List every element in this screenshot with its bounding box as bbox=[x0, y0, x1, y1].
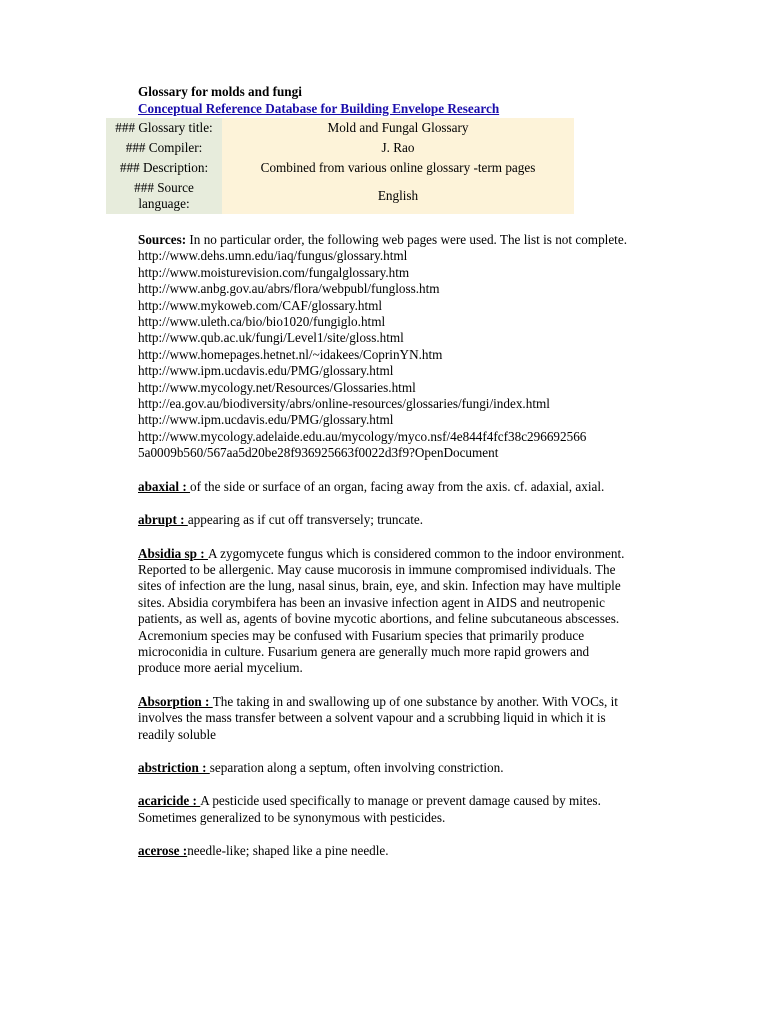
glossary-entry bbox=[138, 694, 628, 743]
meta-key: ### Source language: bbox=[106, 178, 222, 214]
glossary-entry bbox=[138, 479, 628, 495]
source-url: http://www.ipm.ucdavis.edu/PMG/glossary.html bbox=[138, 363, 394, 379]
entry-definition: of the side or surface of an organ, facing away from the axis. cf. adaxial, axial. bbox=[190, 478, 605, 494]
sources-intro: In no particular order, the following web pages were used. The list is not complete. bbox=[186, 232, 627, 247]
entry-term: Absorption : bbox=[138, 693, 213, 709]
source-url: http://ea.gov.au/biodiversity/abrs/online-resources/glossaries/fungi/index.html bbox=[138, 396, 550, 412]
entry-definition: A zygomycete fungus which is considered common to the indoor environment. Reported to be allergenic. May cause mucorosis in immune compromised individuals. The sites of infection are the lung, nasal sinus, brain, eye, and skin. Infection may have multiple sites. Absidia corymbifera has been an invasive infection agent in AIDS and neutropenic patients, as well as, agents of bovine mycotic abortions, and feline subcutaneous abscesses. Acremonium species may be confused with Fusarium species that primarily produce microconidia in culture. Fusarium genera are generally much more rapid growers and produce more aerial mycelium. bbox=[138, 545, 625, 676]
entry-definition: A pesticide used specifically to manage or prevent damage caused by mites. Sometimes generalized to be synonymous with pesticides. bbox=[138, 793, 601, 825]
glossary-entry bbox=[138, 760, 628, 776]
entry-definition: The taking in and swallowing up of one substance by another. With VOCs, it involves the mass transfer between a solvent vapour and a scrubbing liquid in which it is readily soluble bbox=[138, 693, 618, 742]
meta-value: J. Rao bbox=[222, 138, 574, 158]
source-url: 5a0009b560/567aa5d20be28f936925663f0022d3f9?OpenDocument bbox=[138, 445, 499, 461]
entry-term: abstriction : bbox=[138, 759, 210, 775]
entry-definition: needle-like; shaped like a pine needle. bbox=[187, 843, 389, 859]
source-url: http://www.uleth.ca/bio/bio1020/fungiglo.html bbox=[138, 314, 386, 330]
source-url: http://www.mycology.net/Resources/Glossaries.html bbox=[138, 379, 416, 395]
source-url: http://www.ipm.ucdavis.edu/PMG/glossary.html bbox=[138, 412, 394, 428]
source-url: http://www.qub.ac.uk/fungi/Level1/site/gloss.html bbox=[138, 330, 404, 346]
source-url: http://www.homepages.hetnet.nl/~idakees/CoprinYN.htm bbox=[138, 346, 443, 362]
source-url: http://www.mykoweb.com/CAF/glossary.html bbox=[138, 297, 383, 313]
meta-key: ### Description: bbox=[106, 158, 222, 178]
entry-term: Absidia sp : bbox=[138, 545, 208, 561]
entry-definition: separation along a septum, often involving constriction. bbox=[209, 759, 504, 775]
meta-key: ### Compiler: bbox=[106, 138, 222, 158]
glossary-entry bbox=[138, 843, 628, 859]
entry-term: abaxial : bbox=[138, 478, 191, 494]
meta-row-language bbox=[106, 178, 574, 214]
meta-value: Mold and Fungal Glossary bbox=[222, 118, 574, 138]
meta-row-compiler bbox=[106, 138, 574, 158]
sources-label: Sources: bbox=[138, 232, 187, 247]
entry-definition: appearing as if cut off transversely; truncate. bbox=[187, 512, 424, 528]
meta-row-description bbox=[106, 158, 574, 178]
document-title: Glossary for molds and fungi bbox=[138, 84, 302, 99]
meta-value: English bbox=[222, 178, 574, 214]
glossary-body bbox=[138, 232, 628, 877]
entry-term: acerose : bbox=[138, 843, 188, 859]
glossary-entry bbox=[138, 546, 628, 677]
source-url: http://www.anbg.gov.au/abrs/flora/webpubl/fungloss.htm bbox=[138, 281, 440, 297]
glossary-entry bbox=[138, 793, 628, 826]
meta-row-title bbox=[106, 118, 574, 138]
entry-term: acaricide : bbox=[138, 793, 201, 809]
source-url: http://www.moisturevision.com/fungalglossary.htm bbox=[138, 264, 410, 280]
glossary-metadata-table bbox=[106, 118, 574, 214]
sources-section bbox=[138, 232, 628, 462]
source-url: http://www.dehs.umn.edu/iaq/fungus/glossary.html bbox=[138, 248, 408, 264]
source-url: http://www.mycology.adelaide.edu.au/mycology/myco.nsf/4e844f4fcf38c296692566 bbox=[138, 428, 587, 444]
meta-key: ### Glossary title: bbox=[106, 118, 222, 138]
database-link[interactable]: Conceptual Reference Database for Building Envelope Research bbox=[138, 101, 500, 116]
meta-value: Combined from various online glossary -term pages bbox=[222, 158, 574, 178]
entry-term: abrupt : bbox=[138, 512, 188, 528]
glossary-entry bbox=[138, 512, 628, 528]
